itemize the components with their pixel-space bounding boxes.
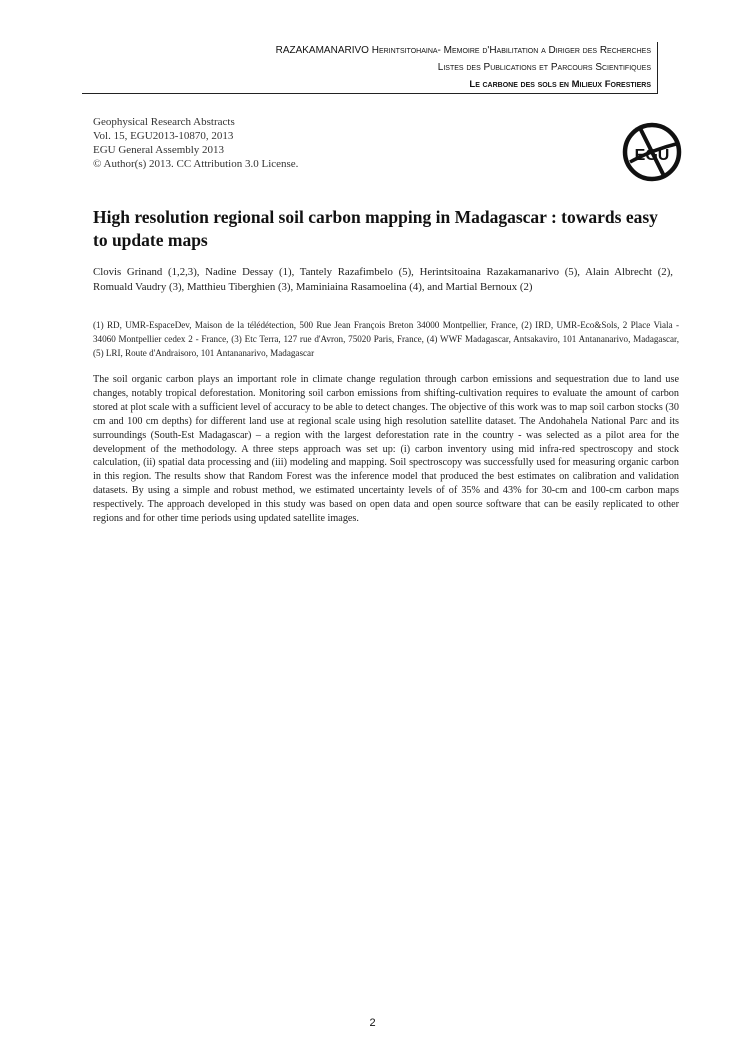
header-author-line: RAZAKAMANARIVO Herintsitohaina- Memoire d'Habilitation a Diriger des Recherches — [275, 45, 651, 56]
journal-info — [93, 115, 298, 171]
paper-abstract: The soil organic carbon plays an important role in climate change regulation through carbon emissions and sequestration due to land use changes, notably tropical deforestation. Monitoring soil carbon emissions from shifting-cultivation requires to evaluate the amount of carbon stored at plot scale with a sufficient level of accuracy to be able to detect changes. The objective of this work was to map soil carbon stocks (30 cm and 100 cm depths) for different land use at regional scale using high resolution satellite dataset. The Andohahela National Parc and its surroundings (South-Est Madagascar) – a region with the largest deforestation rate in the country - was selected as a pilot area for the development of the methodology. A three steps approach was set up: (i) carbon inventory using mid infra-red spectroscopy and stock calculation, (ii) spatial data processing and (iii) modeling and mapping. Soil spectroscopy was successfully used for measuring organic carbon in this region. The results show that Random Forest was the inference model that produced the best estimates on calibration and validation datasets. By using a simple and robust method, we estimated uncertainty levels of of 35% and 43% for 30-cm and 100-cm carbon maps respectively. The approach developed in this study was based on open data and open source software that can be easily replicated to other regions and for other time periods using updated satellite images. — [93, 374, 679, 525]
journal-license: © Author(s) 2013. CC Attribution 3.0 License. — [93, 158, 299, 170]
page-number: 2 — [369, 1017, 376, 1029]
journal-assembly: EGU General Assembly 2013 — [93, 144, 225, 156]
paper-authors: Clovis Grinand (1,2,3), Nadine Dessay (1), Tantely Razafimbelo (5), Herintsitoaina Razakamanarivo (5), Alain Albrecht (2), Romuald Vaudry (3), Matthieu Tiberghien (3), Maminiaina Rasamoelina (4), and Martial Bernoux (2) — [93, 266, 673, 293]
egu-logo-icon — [620, 120, 684, 184]
journal-name: Geophysical Research Abstracts — [93, 116, 235, 128]
egu-logo-text: EGU — [634, 147, 670, 164]
header-section-line: Listes des Publications et Parcours Scientifiques — [437, 62, 651, 73]
paper-title: High resolution regional soil carbon mapping in Madagascar : towards easy to update maps — [93, 207, 658, 250]
paper-affiliations: (1) RD, UMR-EspaceDev, Maison de la télédétection, 500 Rue Jean François Breton 34000 Montpellier, France, (2) IRD, UMR-Eco&Sols, 2 Place Viala - 34060 Montpellier cedex 2 - France, (3) Etc Terra, 127 rue d'Avron, 75020 Paris, France, (4) WWF Madagascar, Antsakaviro, 101 Antananarivo, Madagascar, (5) LRI, Route d'Andraisoro, 101 Antananarivo, Madagascar — [93, 320, 679, 359]
journal-volume: Vol. 15, EGU2013-10870, 2013 — [93, 130, 234, 142]
page-header — [82, 42, 658, 94]
header-topic-line: Le carbone des sols en Milieux Forestiers — [469, 79, 651, 90]
